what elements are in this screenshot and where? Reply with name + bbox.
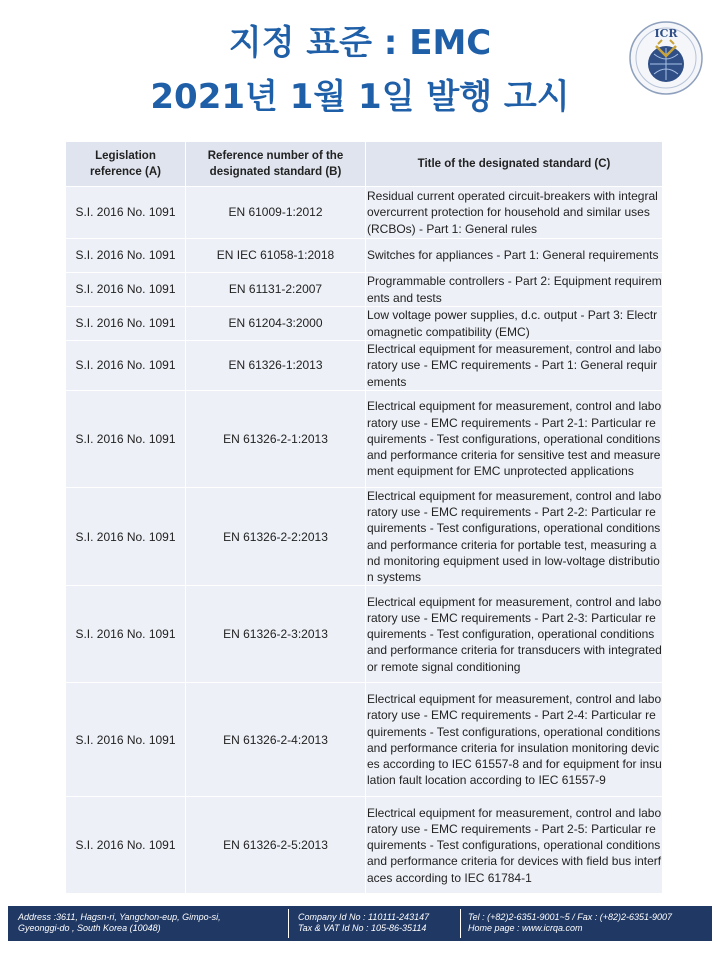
cell-legislation: S.I. 2016 No. 1091 xyxy=(66,586,186,683)
footer-divider xyxy=(460,909,461,938)
cell-reference: EN 61326-1:2013 xyxy=(186,341,366,391)
cell-legislation: S.I. 2016 No. 1091 xyxy=(66,273,186,307)
page-subtitle: 2021년 1월 1일 발행 고시 xyxy=(150,77,570,117)
table-row xyxy=(66,307,663,341)
header-title: Title of the designated standard (C) xyxy=(366,142,663,187)
footer-company-ids: Company Id No : 110111-243147 Tax & VAT Id No : 105-86-35114 xyxy=(298,912,430,933)
cell-title: Programmable controllers - Part 2: Equipment requirements and tests xyxy=(367,274,662,305)
table-row xyxy=(66,488,663,586)
table-row xyxy=(66,187,663,239)
footer-contact: Tel : (+82)2-6351-9001~5 / Fax : (+82)2-6351-9007 Home page : www.icrqa.com xyxy=(468,912,673,933)
cell-reference: EN 61326-2-3:2013 xyxy=(186,586,366,683)
cell-legislation: S.I. 2016 No. 1091 xyxy=(66,797,186,894)
cell-legislation: S.I. 2016 No. 1091 xyxy=(66,239,186,273)
cell-title: Low voltage power supplies, d.c. output - Part 3: Electromagnetic compatibility (EMC) xyxy=(366,307,663,341)
cell-legislation: S.I. 2016 No. 1091 xyxy=(66,683,186,797)
cell-legislation: S.I. 2016 No. 1091 xyxy=(66,187,186,239)
cell-title: Switches for appliances - Part 1: General requirements xyxy=(366,239,663,273)
designated-standards-table xyxy=(65,141,663,894)
table-row xyxy=(66,391,663,488)
footer-bar xyxy=(8,906,712,941)
table-row xyxy=(66,683,663,797)
table-row xyxy=(66,341,663,391)
logo-text: ICR xyxy=(654,27,678,40)
cell-title: Residual current operated circuit-breakers with integral overcurrent protection for household and similar uses (RCBOs) - Part 1: General rules xyxy=(366,187,663,239)
cell-legislation: S.I. 2016 No. 1091 xyxy=(66,391,186,488)
cell-title: Electrical equipment for measurement, control and laboratory use - EMC requirements - Part 1: General requirements xyxy=(367,342,662,389)
cell-legislation: S.I. 2016 No. 1091 xyxy=(66,307,186,341)
table-row xyxy=(66,239,663,273)
cell-legislation: S.I. 2016 No. 1091 xyxy=(66,488,186,586)
cell-title: Electrical equipment for measurement, control and laboratory use - EMC requirements - Part 2-4: Particular requirements - Test configurations, operational conditions and performance criteria for insulation monitoring devices according to IEC 61557-8 and for equipment for insulation fault location according to IEC 61557-9 xyxy=(366,683,663,797)
cell-title: Electrical equipment for measurement, control and laboratory use - EMC requirements - Part 2-2: Particular requirements - Test configurations, operational conditions and performance criteria for portable test, measuring and monitoring equipment used in low-voltage distribution systems xyxy=(367,489,662,585)
cell-reference: EN 61009-1:2012 xyxy=(186,187,366,239)
cell-title: Electrical equipment for measurement, control and laboratory use - EMC requirements - Part 2-3: Particular requirements - Test configuration, operational conditions and performance criteria for transducers with integrated or remote signal conditioning xyxy=(366,586,663,683)
page-title: 지정 표준 : EMC xyxy=(228,23,492,63)
cell-reference: EN 61326-2-1:2013 xyxy=(186,391,366,488)
table-row xyxy=(66,273,663,307)
table-header-row xyxy=(66,142,663,187)
cell-reference: EN 61326-2-2:2013 xyxy=(186,488,366,586)
cell-reference: EN 61326-2-4:2013 xyxy=(186,683,366,797)
header-reference: Reference number of the designated standard (B) xyxy=(186,142,366,187)
cell-reference: EN 61326-2-5:2013 xyxy=(186,797,366,894)
table-row xyxy=(66,797,663,894)
table-row xyxy=(66,586,663,683)
cell-reference: EN 61204-3:2000 xyxy=(186,307,366,341)
footer-divider xyxy=(288,909,289,938)
cell-legislation: S.I. 2016 No. 1091 xyxy=(66,341,186,391)
footer-address: Address :3611, Hagsn-ri, Yangchon-eup, Gimpo-si, Gyeonggi-do , South Korea (10048) xyxy=(18,912,221,933)
cell-reference: EN 61131-2:2007 xyxy=(186,273,366,307)
cell-title: Electrical equipment for measurement, control and laboratory use - EMC requirements - Part 2-1: Particular requirements - Test configurations, operational conditions and performance criteria for sensitive test and measurement equipment for EMC unprotected applications xyxy=(366,391,663,488)
cell-title: Electrical equipment for measurement, control and laboratory use - EMC requirements - Part 2-5: Particular requirements - Test configurations, operational conditions and performance criteria for devices with field bus interfaces according to IEC 61784-1 xyxy=(366,797,663,894)
header-legislation: Legislation reference (A) xyxy=(66,142,186,187)
homepage-link[interactable]: Home page : www.icrqa.com xyxy=(468,923,583,933)
icr-seal-logo-icon xyxy=(628,20,704,96)
cell-reference: EN IEC 61058-1:2018 xyxy=(186,239,366,273)
